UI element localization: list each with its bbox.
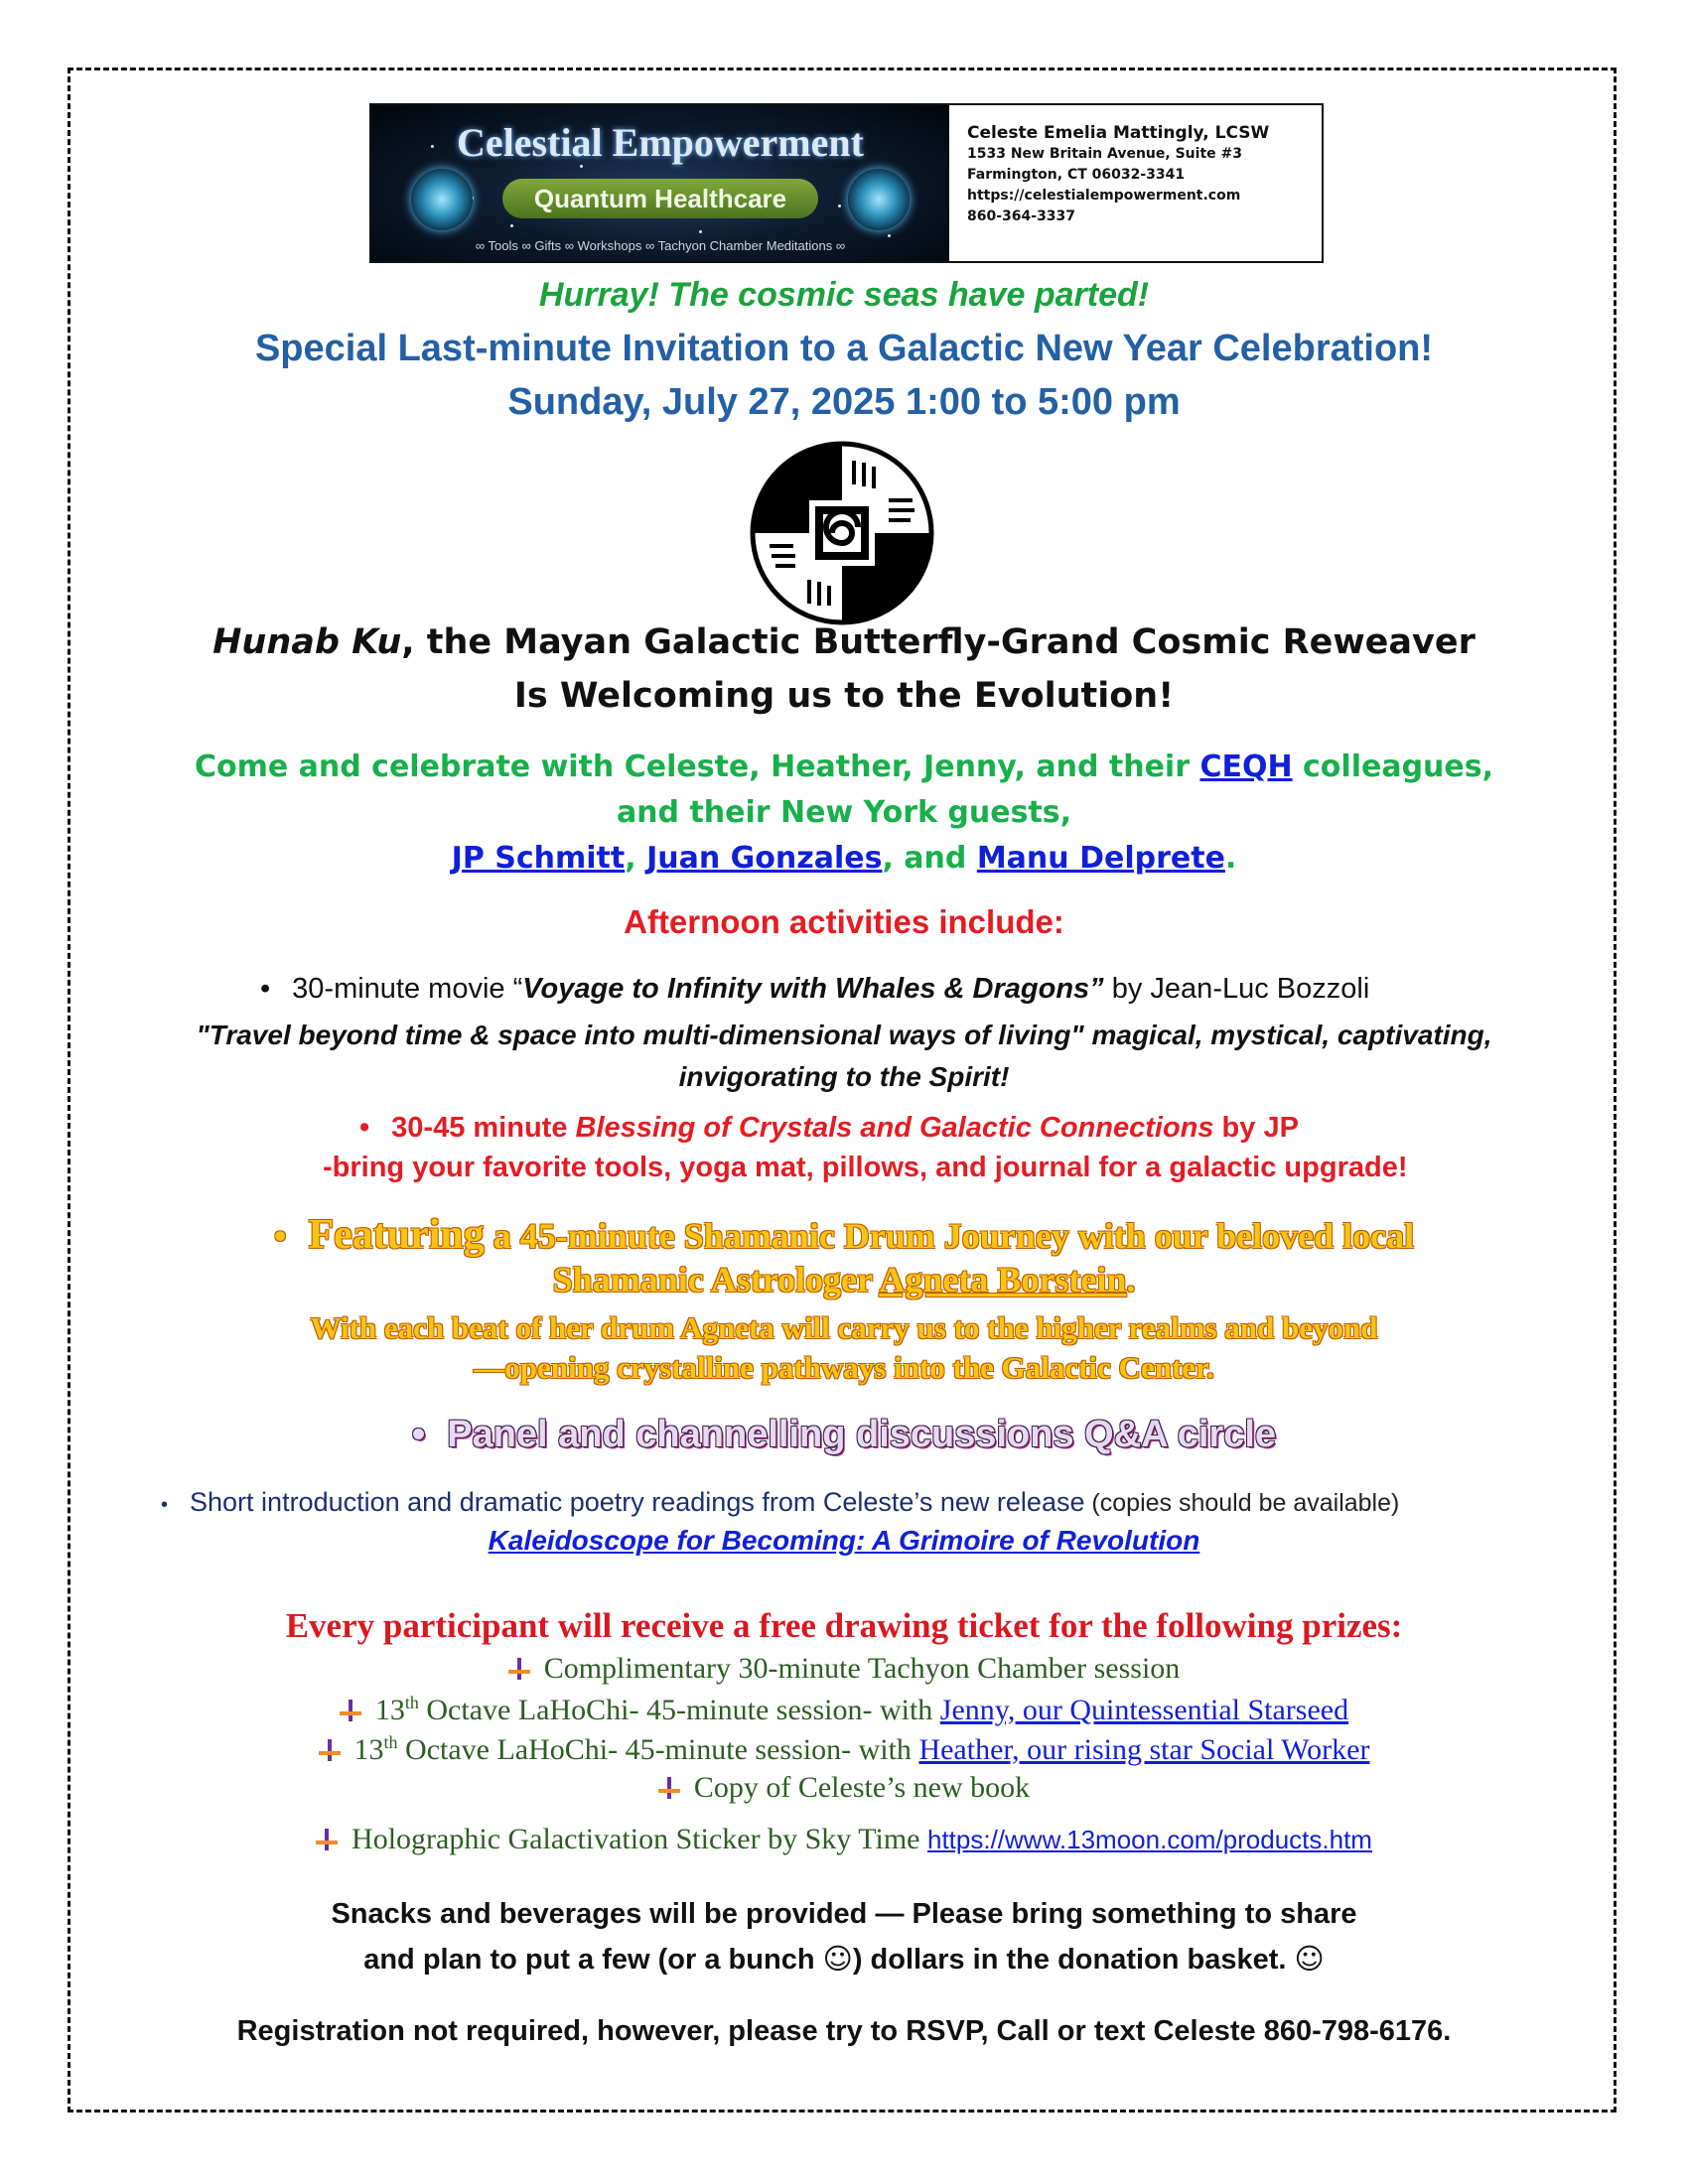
smiley-icon: ☺ [822,1942,853,1976]
invitation-text: Come and celebrate with Celeste, Heather, Jenny, and their CEQH colleagues, and their New York guests, JP Schmitt, Juan Gonzales, and Manu Delprete. [194,750,1494,876]
header-banner [369,103,1324,263]
logo-subtitle: Quantum Healthcare [502,179,818,218]
arrow-bullet-icon [340,1700,361,1721]
activities-title: Afternoon activities include: [624,903,1064,940]
logo-tagline: ∞ Tools ∞ Gifts ∞ Workshops ∞ Tachyon Chamber Meditations ∞ [475,238,846,253]
orb-icon [848,169,910,230]
prize-item: 13th Octave LaHoChi- 45-minute session- with Jenny, our Quintessential Starseed [0,1693,1688,1727]
contact-phone: 860-364-3337 [967,208,1076,224]
contact-address-line2: Farmington, CT 06032-3341 [967,167,1186,183]
hunab-line2: Is Welcoming us to the Evolution! [513,676,1175,716]
arrow-bullet-icon [658,1777,680,1799]
movie-quote: "Travel beyond time & space into multi-dimensional ways of living" magical, mystical, captivating, invigorating to the Spirit! [196,1020,1492,1092]
headline-1: Hurray! The cosmic seas have parted! [538,276,1150,314]
guest-link-manu-delprete[interactable]: Manu Delprete [976,841,1225,876]
arrow-bullet-icon [316,1829,338,1850]
logo-title: Celestial Empowerment [457,120,864,165]
13moon-link[interactable]: https://www.13moon.com/products.htm [926,1825,1372,1854]
contact-block [949,105,1322,261]
contact-name: Celeste Emelia Mattingly, LCSW [967,123,1270,143]
activity-blessing-note: -bring your favorite tools, yoga mat, pillows, and journal for a galactic upgrade! [323,1152,1408,1183]
guest-link-jp-schmitt[interactable]: JP Schmitt [451,841,626,876]
contact-url: https://celestialempowerment.com [967,188,1241,204]
prize-item: 13th Octave LaHoChi- 45-minute session- with Heather, our rising star Social Worker [0,1732,1688,1767]
prize-item: Complimentary 30-minute Tachyon Chamber session [0,1652,1688,1686]
activity-panel: • Panel and channelling discussions Q&A circle [411,1414,1277,1455]
logo [371,105,949,261]
guest-link-juan-gonzales[interactable]: Juan Gonzales [646,841,883,876]
activity-movie: • 30-minute movie “Voyage to Infinity with Whales & Dragons” by Jean-Luc Bozzoli [260,973,1370,1005]
heather-link[interactable]: Heather, our rising star Social Worker [918,1733,1370,1766]
event-date: Sunday, July 27, 2025 1:00 to 5:00 pm [507,381,1181,423]
smiley-icon: ☺ [1294,1942,1325,1976]
registration-note: Registration not required, however, please try to RSVP, Call or text Celeste 860-798-6176. [236,2015,1452,2047]
drum-journey-description: With each beat of her drum Agneta will carry us to the higher realms and beyond —opening crystalline pathways into the Galactic Center. [310,1310,1378,1385]
agneta-link[interactable]: Agneta Borstein [879,1260,1127,1299]
prizes-title: Every participant will receive a free drawing ticket for the following prizes: [285,1606,1403,1645]
hunab-name: Hunab Ku [212,622,402,662]
arrow-bullet-icon [508,1658,530,1680]
activity-blessing: • 30-45 minute Blessing of Crystals and Galactic Connections by JP [359,1112,1299,1144]
orb-icon [411,169,473,230]
contact-address-line1: 1533 New Britain Avenue, Suite #3 [967,146,1242,162]
hunab-ku-icon [750,441,934,625]
activity-poetry: • Short introduction and dramatic poetry readings from Celeste’s new release (copies should be available) [161,1487,1400,1517]
book-link-container [0,1525,1688,1557]
prize-item: Holographic Galactivation Sticker by Sky Time https://www.13moon.com/products.htm [0,1823,1688,1856]
arrow-bullet-icon [319,1739,341,1761]
snacks-note: Snacks and beverages will be provided — Please bring something to share and plan to put a few (or a bunch ☺) dollars in the donation basket. ☺ [0,1892,1688,1982]
jenny-link[interactable]: Jenny, our Quintessential Starseed [939,1694,1349,1726]
prize-item: Copy of Celeste’s new book [0,1771,1688,1805]
book-link[interactable]: Kaleidoscope for Becoming: A Grimoire of Revolution [488,1525,1200,1556]
ceqh-link[interactable]: CEQH [1199,750,1293,784]
headline-2: Special Last-minute Invitation to a Galactic New Year Celebration! [254,328,1434,369]
activity-drum-journey: • Featuring a 45-minute Shamanic Drum Journey with our beloved local Shamanic Astrologer Agneta Borstein. [273,1212,1415,1299]
hunab-heading: Hunab Ku, the Mayan Galactic Butterfly-Grand Cosmic Reweaver Is Welcoming us to the Evolution! [0,615,1688,723]
